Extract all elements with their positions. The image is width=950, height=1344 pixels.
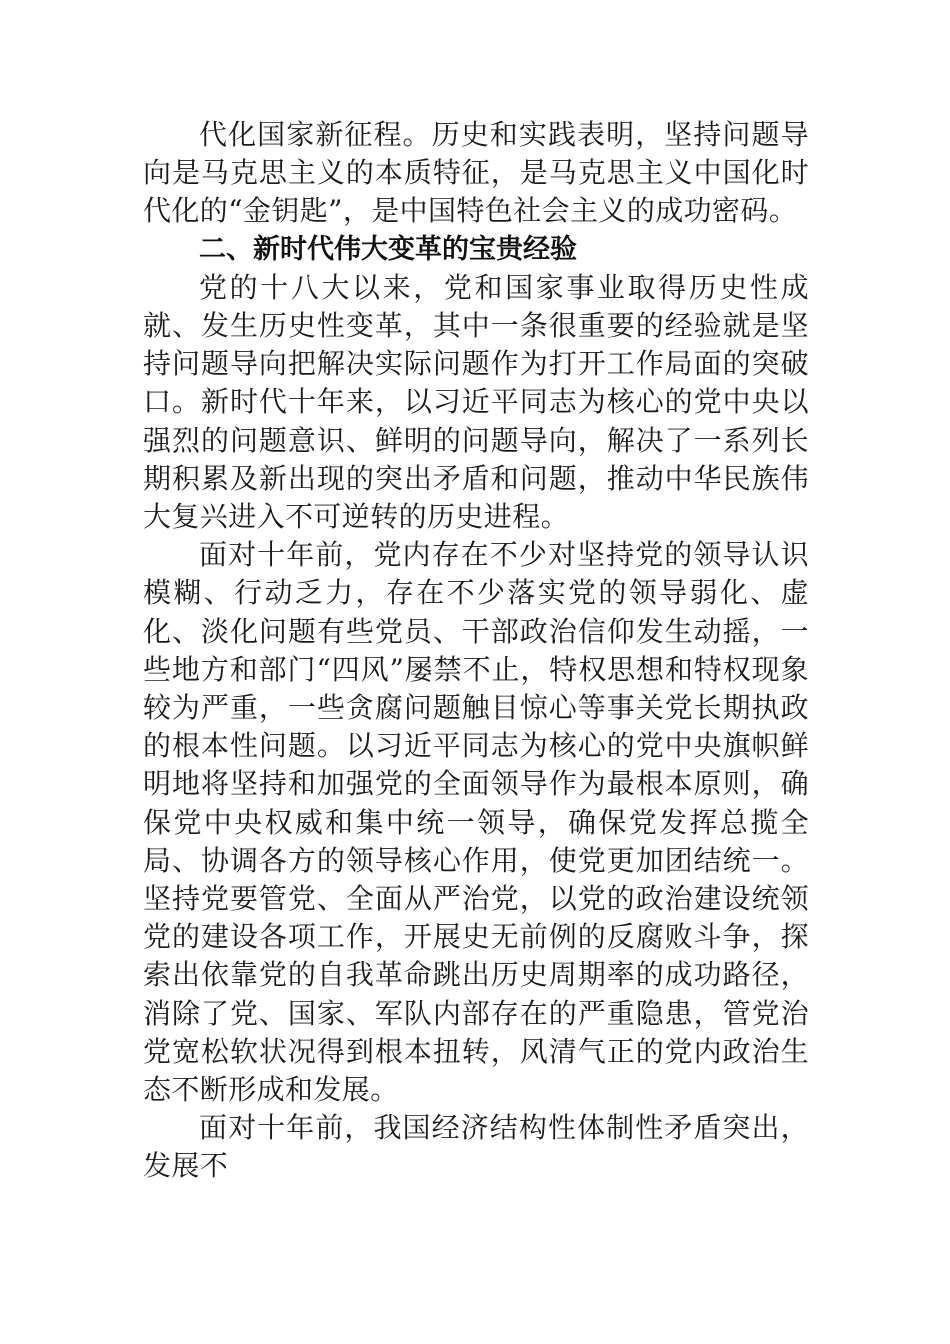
body-paragraph-1: 党的十八大以来，党和国家事业取得历史性成就、发生历史性变革，其中一条很重要的经验就是坚持问题导向把解决实际问题作为打开工作局面的突破口。新时代十年来，以习近平同志为核心的党中央以强烈的问题意识、鲜明的问题导向，解决了一系列长期积累及新出现的突出矛盾和问题，推动中华民族伟大复兴进入不可逆转的历史进程。 <box>143 270 809 534</box>
continuation-paragraph: 代化国家新征程。历史和实践表明，坚持问题导向是马克思主义的本质特征，是马克思主义中国化时代化的“金钥匙”，是中国特色社会主义的成功密码。 <box>143 118 809 228</box>
document-body <box>143 116 809 1186</box>
body-paragraph-3: 面对十年前，我国经济结构性体制性矛盾突出，发展不 <box>143 1111 809 1183</box>
body-paragraph-2: 面对十年前，党内存在不少对坚持党的领导认识模糊、行动乏力，存在不少落实党的领导弱化、虚化、淡化问题有些党员、干部政治信仰发生动摇，一些地方和部门“四风”屡禁不止，特权思想和特权现象较为严重，一些贪腐问题触目惊心等事关党长期执政的根本性问题。以习近平同志为核心的党中央旗帜鲜明地将坚持和加强党的全面领导作为最根本原则，确保党中央权威和集中统一领导，确保党发挥总揽全局、协调各方的领导核心作用，使党更加团结统一。坚持党要管党、全面从严治党，以党的政治建设统领党的建设各项工作，开展史无前例的反腐败斗争，探索出依靠党的自我革命跳出历史周期率的成功路径，消除了党、国家、军队内部存在的严重隐患，管党治党宽松软状况得到根本扭转，风清气正的党内政治生态不断形成和发展。 <box>143 538 809 1107</box>
section-heading: 二、新时代伟大变革的宝贵经验 <box>199 233 577 265</box>
